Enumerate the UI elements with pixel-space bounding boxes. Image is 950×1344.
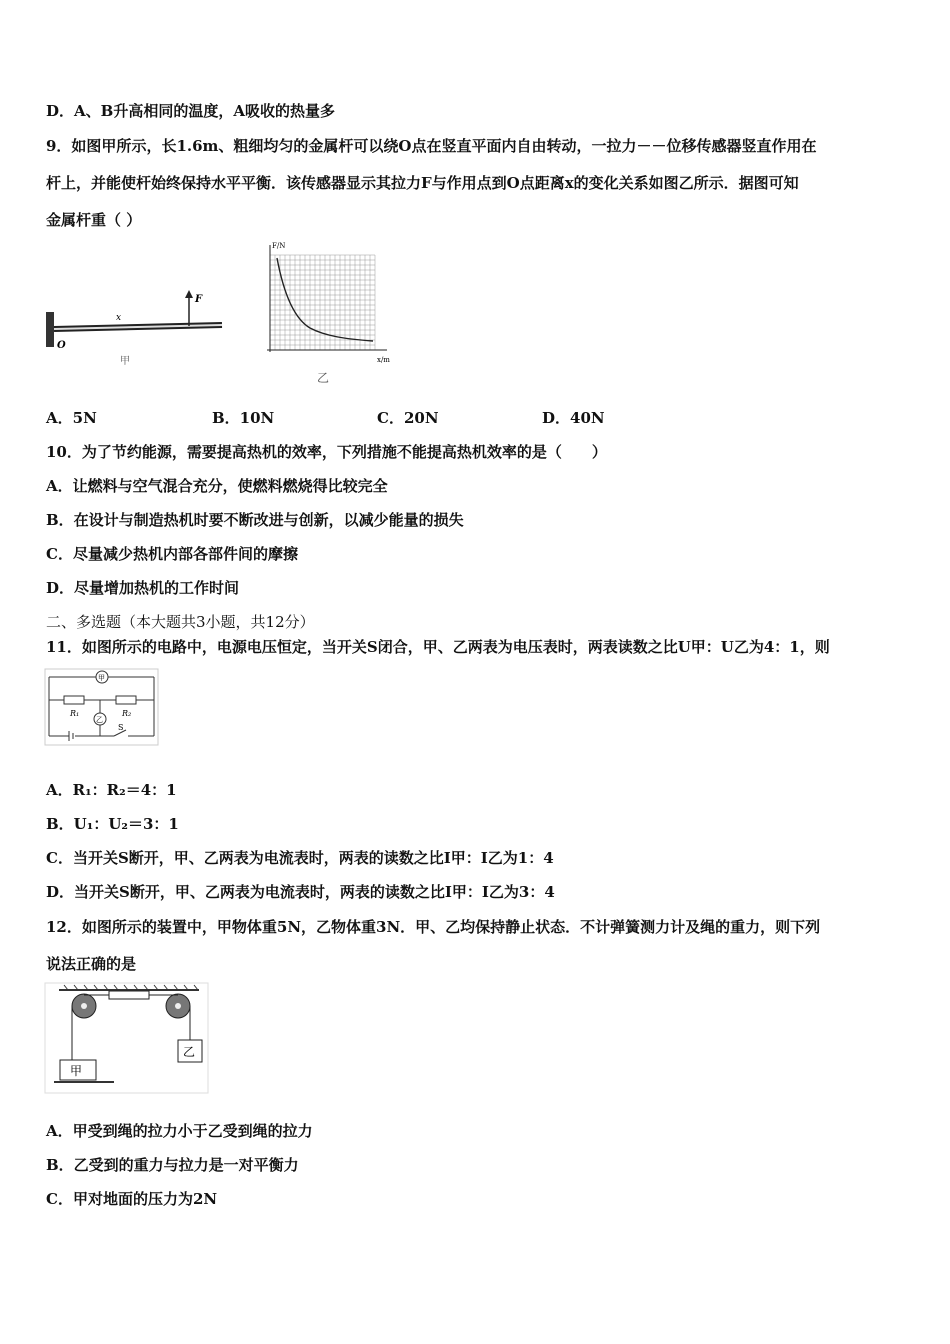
q10-option-a: A．让燃料与空气混合充分，使燃料燃烧得比较完全 — [46, 477, 388, 495]
question-12-line1: 12．如图所示的装置中，甲物体重5N，乙物体重3N．甲、乙均保持静止状态．不计弹簧测力计及绳的重力，则下列 — [46, 918, 821, 936]
question-9-line1: 9．如图甲所示，长1.6m、粗细均匀的金属杆可以绕O点在竖直平面内自由转动，一拉力－－位移传感器竖直作用在 — [46, 137, 817, 155]
q11-option-b: B．U₁：U₂＝3：1 — [46, 815, 179, 833]
question-10: 10．为了节约能源，需要提高热机的效率，下列措施不能提高热机效率的是（ ） — [46, 443, 607, 461]
caption-yi: 乙 — [317, 371, 330, 385]
y-axis-label: F/N — [272, 242, 286, 250]
option-d-prev: D．A、B升高相同的温度，A吸收的热量多 — [46, 102, 335, 120]
caption-jia: 甲 — [120, 356, 130, 367]
q10-option-c: C．尽量减少热机内部各部件间的摩擦 — [46, 545, 298, 563]
question-9-line2: 杆上，并能使杆始终保持水平平衡．该传感器显示其拉力F与作用点到O点距离x的变化关系如图乙所示．据图可知 — [46, 174, 799, 192]
meter-jia: 甲 — [98, 674, 105, 682]
section-heading: 二、多选题（本大题共3小题，共12分） — [46, 613, 315, 631]
q12-option-a: A．甲受到绳的拉力小于乙受到绳的拉力 — [46, 1122, 313, 1140]
force-distance-graph — [255, 240, 395, 390]
box-jia: 甲 — [70, 1064, 83, 1078]
q10-option-d: D．尽量增加热机的工作时间 — [46, 579, 240, 597]
q9-option-d: D．40N — [542, 409, 605, 427]
question-9-line3: 金属杆重（ ） — [46, 211, 142, 229]
x-axis-label: x/m — [377, 356, 390, 364]
q11-option-c: C．当开关S断开，甲、乙两表为电流表时，两表的读数之比I甲：I乙为1：4 — [46, 849, 554, 867]
q12-option-c: C．甲对地面的压力为2N — [46, 1190, 218, 1208]
q12-option-b: B．乙受到的重力与拉力是一对平衡力 — [46, 1156, 299, 1174]
pivot-label: O — [57, 340, 66, 351]
question-12-line2: 说法正确的是 — [46, 955, 137, 973]
box-yi: 乙 — [183, 1045, 196, 1059]
r2-label: R₂ — [122, 709, 132, 718]
switch-label: S — [118, 723, 124, 732]
q9-option-b: B．10N — [212, 409, 275, 427]
r1-label: R₁ — [70, 709, 80, 718]
lever-figure — [44, 262, 234, 372]
force-label: F — [195, 294, 203, 305]
q11-option-d: D．当开关S断开，甲、乙两表为电流表时，两表的读数之比I甲：I乙为3：4 — [46, 883, 555, 901]
question-11: 11．如图所示的电路中，电源电压恒定，当开关S闭合，甲、乙两表为电压表时，两表读数之比U甲：U乙为4：1，则 — [46, 638, 830, 656]
meter-yi: 乙 — [96, 716, 103, 724]
x-label: x — [116, 313, 122, 323]
q11-option-a: A．R₁：R₂＝4：1 — [46, 781, 177, 799]
pulley-figure — [44, 982, 209, 1094]
q9-option-a: A．5N — [46, 409, 97, 427]
q10-option-b: B．在设计与制造热机时要不断改进与创新，以减少能量的损失 — [46, 511, 464, 529]
circuit-figure — [44, 668, 159, 746]
q9-option-c: C．20N — [377, 409, 439, 427]
